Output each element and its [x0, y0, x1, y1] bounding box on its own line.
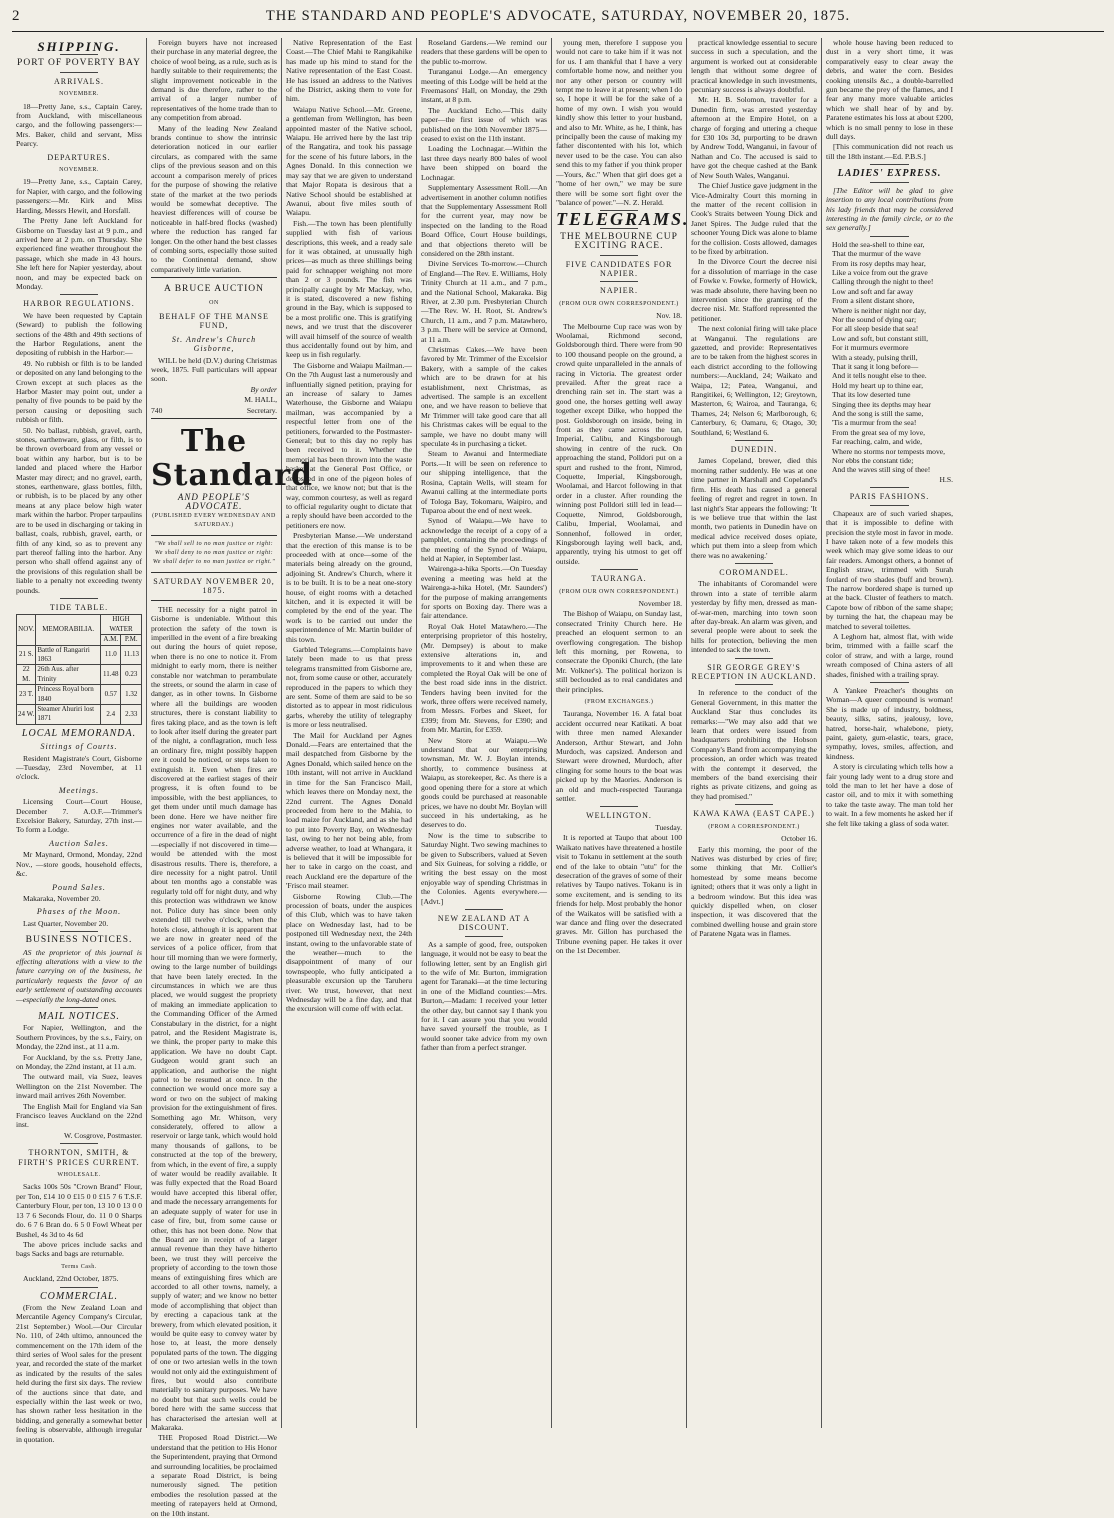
napier-from: (FROM OUR OWN CORRESPONDENT.)	[559, 300, 679, 307]
poem-signature: H.S.	[939, 474, 953, 484]
article-text: whole house having been reduced to dust in a very short time, it was comparatively easy to clear away the debris, and water the corn. Besides cooking utensils &c., a double-barrelled gun became the prey of the flames, and I fear any many more valuable articles which we shall hear of by and by. Paratene estimates his loss at about £200, which is no small penny to lose in these dull days.	[826, 38, 953, 142]
terms: Terms Cash.	[61, 1263, 97, 1270]
article-text: Roseland Gardens.—We remind our readers that these gardens will be open to the public to-morrow.	[421, 38, 547, 66]
meetings-text: Licensing Court—Court House, December 7. A.O.F.—Trimmer's Excelsior Bakery, Saturday, 27th inst.—To form a Lodge.	[16, 797, 142, 835]
sittings-heading: Sittings of Courts.	[40, 742, 118, 752]
poem-line: With a steady, pulsing thrill,	[832, 352, 918, 362]
article-text: Many of the leading New Zealand brands continue to show the intrinsic deterioration noticed in our earlier circulars, as compared with the same clips of the previous season and on this account a comparison merely of prices for the purpose of showing the relative state of the market at the two periods would be somewhat deceptive. The heaviest differences will of course be noticeable in half-bred flocks (washed) where the reduction has ranged far longer. On the other hand the best classes of combing sorts, especially those suited to the Continental demand, show comparatively little variation.	[151, 123, 277, 274]
tide-table	[16, 614, 142, 724]
article-text: The inhabitants of Coromandel were thrown into a state of terrible alarm yesterday by fifty men, dressed as man-of-war-men, marching into town soon after day-break. An alarm was given, and several people were about to seek the hills for protection, believing the men intended to sack the town.	[691, 579, 817, 655]
article-text: Royal Oak Hotel Matawhero.—The enterprising proprietor of this hostelry, (Mr. Dempsey) is about to make extensive alterations in, and improvements to it and when these are completed the Royal Oak will be one of the best road side inns in the district. Tenders having been invited for the work, three offers were received namely, from Messrs. Forbes and Skeet, for £399; from Mr. Stevens, for £390; and from Mr. Martin, for £359.	[421, 621, 547, 735]
article-text: Supplementary Assessment Roll.—An advertisement in another column notifies that the Supplementary Assessment Roll for the current year, may now be inspected on the landing to the Road Board Office, Court House buildings, and that objections thereto will be considered on the 28th instant.	[421, 183, 547, 258]
arrival-text: 18—Pretty Jane, s.s., Captain Carey, from Auckland, with miscellaneous cargo, and the following passengers:—Mrs. Baker, child and servant, Miss Pearcy.	[16, 101, 142, 149]
poem-line: For it murmurs evermore	[832, 343, 909, 353]
advert-order: By order	[250, 384, 277, 394]
coromandel-heading: COROMANDEL.	[719, 567, 789, 577]
discount-heading: NEW ZEALAND AT A DISCOUNT.	[437, 913, 531, 933]
advert-title: A BRUCE AUCTION	[164, 284, 264, 295]
poem-line: And it tells nought else to thee.	[832, 371, 927, 381]
ladies-express-heading: LADIES' EXPRESS.	[837, 168, 942, 180]
article-text: Garbled Telegrams.—Complaints have lately been made to us that press telegrams transmitted from Gisborne are, not, from some cause or other, accurately reproduced in the papers to which they are sent. Some of them are said to be so distorted as to appear in most ridiculous garbs, whereby the utility of telegraphy is more or less neutralised.	[286, 645, 412, 730]
advertisement-text: Now is the time to subscribe to Saturday Night. Two sewing machines to be given to Subscribers, valued at Seven and Six Guineas, for solving a riddle, or writing the best essay on the most enjoyable way of spending Christmas in the Colonies. Agents everywhere.—[Advt.]	[421, 830, 547, 906]
mail-text: The outward mail, via Suez, leaves Wellington on the 21st November. The inward mail arrives 26th November.	[16, 1072, 142, 1101]
meetings-heading: Meetings.	[58, 785, 100, 795]
article-text: Steam to Awanui and Intermediate Ports.—It will be seen on reference to our shipping intelligence, that the Rosina, Captain Wells, will steam for Awanui calling at the intermediate ports of Tologa Bay, Tokomaru, Waipiro, and Tuparoa about the end of next week.	[421, 449, 547, 515]
tauranga-date: November 18.	[638, 598, 682, 608]
column-5	[552, 38, 690, 1428]
tide-heading: TIDE TABLE.	[49, 602, 109, 612]
column-7	[822, 38, 957, 1428]
poem-line: Hold my heart up to thine ear,	[832, 380, 924, 390]
candidates-heading: FIVE CANDIDATES FOR NAPIER.	[565, 259, 673, 278]
arrivals-heading: ARRIVALS.	[54, 76, 104, 86]
harbor-text: 50. No ballast, rubbish, gravel, earth, stones, earthenware, glass, or filth, is to be thrown overboard from any vessel or boat within any harbor, but is to be landed and placed where the Harbor Master may direct; and no gravel, earth, stones, earthenware, glass bottles, filth, or rubbish, is to be placed by any other means at any place below high water mark within the harbor. Proper tarpaulins are to be used in discharging or taking in ballast, coals, rubbish, gravel, earth, or filth of any kind, so as to prevent any part thereof falling into the harbor. Any person who shall offend against any of the provisions of this regulation shall be liable to a penalty not exceeding twenty pounds.	[16, 425, 142, 595]
harbor-text: 49. No rubbish or filth is to be landed or deposited on any land belonging to the Crown except at such places as the Harbor Master may point out, under a penalty of five pounds to be paid by the person causing or depositing such rubbish or filth.	[16, 358, 142, 425]
auction-heading: Auction Sales.	[49, 838, 109, 848]
wholesale-heading: WHOLESALE.	[57, 1172, 101, 1179]
columns	[12, 38, 1104, 1518]
column-6	[687, 38, 822, 1428]
paris-fashions-heading: PARIS FASHIONS.	[849, 492, 930, 502]
poem-line: And the song is still the same,	[832, 409, 924, 419]
article-text: Presbyterian Manse.—We understand that the erection of this manse is to be proceeded with at once—some of the materials being already on the ground, adjoining St. Andrew's Church, where it is to be built. It is to be a neat one-story house, of eight rooms with a detached kitchen, and it is expected it will be completed by the end of the year. The work is to be carried out under the superintendence of Mr. Martin builder of this town.	[286, 531, 412, 644]
departures-heading: DEPARTURES.	[47, 152, 111, 162]
tauranga-from: (FROM OUR OWN CORRESPONDENT.)	[559, 588, 679, 595]
article-text: James Copeland, brewer, died this morning rather suddenly. He was at one time partner in Marshall and Copeland's firm. His death has caused a general feeling of regret and regret in town. In last night's Star appears the following: 'It is we believe true that within the last month, two patients in Dunedin have on medical advice received doses opiate, which put them into a sleep from which there was no awakening.'	[691, 456, 817, 560]
editorial-text: THE necessity for a night patrol in Gisborne is undeniable. Without this protection the safety of the town is imperilled in the event of a fire breaking out during the hours of quiet repose, when there is no one to notice it. From midnight to early morn, there is neither constable nor watchman to perambulate the streets, or sound the alarm in case of danger, as in other towns. In Gisborne where all the buildings are wooden structures, there is constant liability to fires taking place, and as the town is left to look after itself during the greater part of the night, a conflagration, much less an ordinary fire, might possibly happen ere it could be noticed, or steps taken to extinguish it. Even when fires are discovered at the earliest stages of their progress, it is often found to be impossible, with the best appliances, to get them under until much damage has been done. Here we have neither fire engines nor water available, and the occurrence of a fire in the dead of night—especially if not discovered in time—would be attended with the most disastrous results. There is, therefore, a dire necessity for a night patrol. Until about ten months ago a constable was regularly told off for night duty, and why this protection was withdrawn we know not. Police duty has since been only extended till twelve o'clock, when the hotels close, although it is apparent that we are now in greater need of the services of a police officer, from that hour till morning than we were formerly, owing to the large number of buildings that have been lately erected. In the circumstances in which we are thus placed, we would suggest the propriety of making an immediate application to the Commanding Officer of the Armed Constabulary in the district, for a night patrol, and the Resident Magistrate is, we think, the proper party to make this application. We have no doubt Capt. Gudgeon would grant such an application, and authorise the night patrol to be resumed at once. In the connection we would once more say a word or two on the subject of making provision for the extinguishment of fires. Something ago Mr. Whitson, very considerately, offered to allow a reservoir or large tank, which would hold many thousands of gallons, to be constructed at the top of the brewery, from which, in the event of fire, a supply of water would be readily available. It was fully expected that the Road Board would have accepted this liberal offer, and made the necessary arrangements for an adequate supply of water for use in case of fire, but, from some cause or other, this has not been done. Now that the Board are in receipt of a larger annual revenue than they have hitherto been, we trust they will perceive the propriety of according to the town those means of extinguishing fires which are accorded to all other towns, namely, a supply of water; and we know no better mode of accomplishing that object than by erecting a capacious tank at the brewery, from which elevated position, it would be quite easy to convey water by hose to, at least, the more densely populated parts of the town. The digging of one or two artesian wells in the town would not only aid the extinguishment of fires, but would also contribute materially to sanitary purposes. We have no doubt but that such wells could be bored here with the same success that has characterised the artesian well at Makaraka.	[151, 604, 277, 1433]
pound-heading: Pound Sales.	[52, 882, 106, 892]
motto-line: We shall deny to no man justice or right:	[154, 550, 274, 557]
prices-heading: THORNTON, SMITH, & FIRTH'S PRICES CURRENT.	[18, 1148, 140, 1167]
column-4	[417, 38, 552, 1428]
table-row: 24 W. Steamer Ahuriri lost 1871 2.4 2.33	[17, 705, 142, 725]
poem-line: Like a voice from out the grave	[832, 267, 928, 277]
article-text: The Mail for Auckland per Agnes Donald.—Fears are entertained that the mail despatched from Gisborne by the Agnes Donald, which sailed hence on the 10th instant, will not arrive in Auckland in time for the San Francisco Mail, which leaves there on Monday next, the 22nd current. The Agnes Donald proceeded from here to the Mahia, to load maize for Auckland, and as she had to put into Poverty Bay, on Wednesday last, owing to her not being able, from adverse weather, to load at Whangara, it is believed that it will be impossible for her to take in cargo on the coast, and reach Auckland ere the departure of the 'Frisco mail steamer.	[286, 730, 412, 891]
poem-line: From a silent distant shore,	[832, 296, 915, 306]
article-text: The Gisborne and Waiapu Mailman.—On the 7th August last a numerously and influentially signed petition, praying for an increase of salary to James Waterhouse, the Gisborne and Waiapu mailman, was accompanied by a respectful letter from one of the petitioners, forwarded to the Postmaster-General; but to this day no reply has been received to it. Whether the memorial has been thrown into the waste basket at the General Post Office, or deposited in one of the pigeon holes of that office, we know not; but that is the way, common courtesy, as well as regard to official regularity ought to dictate that a reply should have been accorded to the petitioners ere now.	[286, 360, 412, 530]
article-text: Native Representation of the East Coast.—The Chief Mahi te Rangikahike has made up his mind to stand for the Native representation of the East Coast. He has issued an address to the Natives of the District, asking them to vote for him.	[286, 38, 412, 104]
table-row: 22 M. 26th Aus. after Trinity 11.48 0.23	[17, 665, 142, 685]
commercial-heading: COMMERCIAL.	[40, 1290, 118, 1302]
tide-header: P.M.	[121, 635, 142, 645]
poem	[826, 240, 953, 475]
kawa-kawa-heading: KAWA KAWA (EAST CAPE.)	[693, 809, 815, 819]
poem-line: From its rosy depths may hear,	[832, 258, 926, 268]
business-heading: BUSINESS NOTICES.	[25, 935, 133, 946]
masthead-subtitle: AND PEOPLE'S ADVOCATE.	[177, 492, 251, 512]
poem-line: Hold the sea-shell to thine ear,	[832, 239, 925, 249]
page-header	[12, 8, 1104, 32]
article-text: In the Divorce Court the decree nisi for a dissolution of marriage in the case of Fowke v. Fowke, formerly of Howick, was made absolute, there having been no intervention since the granting of the decree nisi. Mr. Stafford represented the petitioner.	[691, 257, 817, 323]
sittings-text: Resident Magistrate's Court, Gisborne—Tuesday, 23rd November, at 11 o'clock.	[16, 753, 142, 782]
dunedin-heading: DUNEDIN.	[730, 445, 778, 455]
poem-line: Where no storms nor tempests move,	[832, 446, 946, 456]
mail-signature: W. Cosgrove, Postmaster.	[64, 1130, 142, 1140]
advert-secretary: Secretary.	[246, 405, 277, 415]
column-1	[12, 38, 147, 1444]
kawa-from: (FROM A CORRESPONDENT.)	[708, 823, 800, 830]
auction-text: Mr Maynard, Ormond, Monday, 22nd Nov., —store goods, household effects, &c.	[16, 850, 142, 879]
poem-line: Where is neither night nor day,	[832, 305, 926, 315]
article-text: Christmas Cakes.—We have been favored by Mr. Trimmer of the Excelsior Bakery, with a sample of the cakes which are to be drawn for at his establishment, next Christmas, as advertised. The sample is an excellent one, and we have reason to believe that Mr Trimmer will take good care that all his Christmas cakes will be equal to the sample, we have no doubt many will speculate 4s in purchasing a ticket.	[421, 345, 547, 449]
harbor-text: We have been requested by Captain (Seward) to publish the following sections of the 48th and 49th sections of the Harbor Regulations, anent the depositing of rubbish in the Harbor:—	[16, 310, 142, 358]
article-text: The next colonial firing will take place at Wanganui. The regulations are gazetted, and provide: Representatives are to be taken from the highest scores in each district according to the following numbers:—Auckland, 24; Waikato and Waipa, 12; Patea, Wanganui, and Rangitikei, 6; Wellington, 12; Greytown, Masterton, 6; Wairoa, and Tauranga, 6; Thames, 24; Nelson 6; Marlborough, 6; Canterbury, 6; Oamaru, 6; Otago, 30; Southland, 6; Westland 6.	[691, 324, 817, 437]
article-text: New Store at Waiapu.—We understand that our enterprising townsman, Mr. W. J. Boylan intends, shortly, to commence business at Waiapu, as storekeeper, &c. As there is a good opening there for a store at which goods could be purchased at reasonable prices, we have no doubt Mr. Boylan will succeed in his undertaking, as he deserves to do.	[421, 735, 547, 830]
article-text: A story is circulating which tells how a fair young lady went to a drug store and told the man to let her have a dose of castor oil, and to mix it with something to take the taste away. The man told her to wait. In a few moments he asked her if she felt like taking a glass of soda water.	[826, 762, 953, 828]
tide-header: MEMORABILIA.	[36, 615, 101, 645]
telegrams-heading: TELEGRAMS.	[556, 209, 690, 230]
tauranga-heading: TAURANGA.	[591, 574, 647, 584]
article-text: Divine Services To-morrow.—Church of England—The Rev. E. Williams, Holy Trinity Church at 11 a.m., and 7 p.m., and the National School, Makaraka. Big River, at 2.30 p.m. Presbyterian Church—The Rev. W. H. Root, St. Andrew's Church, 11 a.m., and 7 p.m. Matawhero, 3 p.m. There will be service at Ormond, at 11 a.m.	[421, 259, 547, 344]
shipping-note: The Pretty Jane left Auckland for Gisborne on Tuesday last at 9 p.m., and arrived here at 2 p.m. on Thursday. She experienced fine weather throughout the passage, which she made in 43 hours. She left here for Napier yesterday, about noon, and may be expected back on Monday.	[16, 216, 142, 291]
tide-header: NOV.	[17, 615, 36, 645]
local-memoranda-heading: LOCAL MEMORANDA.	[21, 727, 137, 739]
article-text: practical knowledge essential to secure success in such a speculation, and the argument is worked out at considerable length that without some degree of practical knowledge in such investments, pecuniary success is always doubtful.	[691, 38, 817, 95]
advert-church: St. Andrew's Church Gisborne,	[171, 334, 257, 354]
advert-behalf: BEHALF OF THE MANSE FUND,	[159, 311, 269, 331]
editor-note: [This communication did not reach us till the 18th instant.—Ed. P.B.S.]	[826, 142, 953, 161]
article-text: Early this morning, the poor of the Natives was disturbed by cries of fire; some thinking that Mr. Collier's homestead by some means become ignited; others that it was only a light in a bedroom window. But this idea was quickly dispelled when, on closer inspection, it was discovered that the combined dwelling house and grain store of Paratene Ngata was in flames.	[691, 844, 817, 939]
poem-line: Far reaching, calm, and wide,	[832, 437, 923, 447]
advert-on: ON	[209, 299, 219, 306]
column-2	[147, 38, 313, 1518]
poem-line: Calling through the night to thee!	[832, 277, 934, 287]
shipping-heading: SHIPPING.	[37, 39, 121, 54]
article-text: The Chief Justice gave judgment in the Vice-Admiralty Court this morning in the matter of the recent collision in Cook's Straits between Young Dick and Janet Spires. The Judge ruled that the schooner Young Dick was alone to blame for the collision. Costs allowed, damages to be fixed by arbitration.	[691, 181, 817, 256]
article-text: A Leghorn hat, almost flat, with wide brim, trimmed with a faille scarf the color of straw, and with a large, round wreath composed of China asters of all shades, finished with a trailing spray.	[826, 631, 953, 679]
article-text: Chapeaux are of such varied shapes, that it is impossible to define with precision the style most in favor in mode. I have taken note of a few models this week which may give some ideas to our fair readers. Amongst others, a bonnet of English straw, trimmed with Surah foulard of two shades (buff and brown). The narrow bordered shape is turned up at the back. Cluster of feathers to match. Capote bow of ribbon of the same shape; by turning the hat, the chapeau may be matched to several toilettes.	[826, 508, 953, 631]
poem-line: That the murmur of the wave	[832, 249, 921, 259]
commercial-text: (From the New Zealand Loan and Mercantile Agency Company's Circular, 21st September.) Wool.—Our Circular No. 110, of 24th ultimo, announced the commencement on the 17th idem of the third series of Wool sales for the present year, and recorded the state of the market as indicated by the results of the sales held during the first six days. The review of the auctions since that date, and especially within the last week or two, has shown rather less hesitation in the bidding, and generally a somewhat better feeling is observable, although irregular in quotation.	[16, 1302, 142, 1444]
poem-line: Nor ebbs the constant tide;	[832, 456, 914, 466]
poem-line: 'Tis a murmur from the sea!	[832, 418, 917, 428]
poem-line: For all sleep beside that sea!	[832, 324, 919, 334]
advert-signature: M. HALL,	[244, 395, 277, 405]
prices-date: Auckland, 22nd October, 1875.	[23, 1274, 119, 1284]
advert-text: WILL be held (D.V.) during Christmas week, 1875. Full particulars will appear soon.	[151, 355, 277, 384]
masthead-title: The Standard	[151, 424, 313, 494]
table-row: 21 S. Battle of Rangariri 1863 11.0 11.13	[17, 645, 142, 665]
newspaper-masthead	[151, 424, 313, 601]
poem-line: Singing thee its depths may hear	[832, 399, 931, 409]
poem-line: That its low deserted tune	[832, 390, 911, 400]
prices-note: The above prices include sacks and bags Sacks and bags are returnable.	[16, 1239, 142, 1259]
article-text: Turanganui Lodge.—An emergency meeting of this Lodge will be held at the Freemasons' Hall, on Monday, the 29th instant, at 8 p.m.	[421, 67, 547, 105]
article-text: Wairenga-a-hika Sports.—On Tuesday evening a meeting was held at the Wairenga-a-hika Hotel, (Mr. Saunders') for the purpose of making arrangements for sports on Boxing day. There was a fair attendance.	[421, 564, 547, 621]
date-line: SATURDAY NOVEMBER 20, 1875.	[153, 576, 275, 596]
article-text: The Auckland Echo.—This daily paper—the first issue of which was published on the 10th November 1875—ceased to exist on the 11th instant.	[421, 105, 547, 144]
article-text: Loading the Lochnagar.—Within the last three days nearly 800 bales of wool have been shipped on board the Lochnagar.	[421, 144, 547, 182]
page-number: 2	[12, 8, 20, 24]
motto-line: We shall defer to no man justice or right."	[152, 559, 276, 566]
table-row: 23 T. Princess Royal born 1840 0.57 1.32	[17, 685, 142, 705]
poem-line: And the waves still sing of thee!	[832, 465, 931, 475]
phases-text: Last Quarter, November 20.	[23, 918, 109, 928]
article-text: Synod of Waiapu.—We have to acknowledge the receipt of a copy of a pamphlet, containing the proceedings of the meeting of the Synod of Waiapu, held at Napier, in September last.	[421, 516, 547, 563]
mail-text: For Napier, Wellington, and the Southern Provinces, by the s.s., Fairy, on Monday, the 22nd inst., at 11 a.m.	[16, 1023, 142, 1052]
business-text: AS the proprietor of this journal is effecting alterations with a view to the future carrying on of the business, he particularly requests the favor of an early settlement of outstanding accounts—especially the long-dated ones.	[16, 947, 142, 1004]
article-text: The Melbourne Cup race was won by Woolamai, Richmond second, Goldsborough third. There were from 90 to 100 thousand people on the ground, a crowd quite unparalleled in the annals of racing in Victoria. The greatest order prevailed. After the great race a drenching rain set in. The start was a good one, the horses getting well away together except Dilke, who hopped the post. Goldsborough on inside, being in front as they came across the tan, Imperial, Calibu, and Kingsborough showing in centre of the ruck. On approaching the stand, Polldori put on a spurt and rushed to the front, Nimrod, Coquette, Imperial, Kingsborough, Woolamai, and Harcot following in that order in a cluster. After rounding the winning post Polldori still led in lead—Coquette, Nimrod, Goldsborough, Calibu, Imperial, Woolamai, and Sonnenhof, followed in order, Kingsborough laying well back, and, apparently, trying his utmost to get off outside.	[556, 321, 682, 566]
column-3	[282, 38, 417, 1428]
article-text: It is reported at Taupo that about 100 Waikato natives have threatened a hostile visit to Tokanu in settlement at the south end of the lake to obtain "utu" for the desecration of the graves of some of their relatives by Taupo natives. Tokanu is in some excitement, and is sending to its friends for help. Most probably the honor of the Waikatos will be satisfied with a war dance and fling over the desecrated graves. Mr. Gillon has purchased the Tribune evening paper. He takes it over on the 1st December.	[556, 833, 682, 956]
kawa-date: October 16.	[781, 834, 817, 844]
poem-line: Low and soft and far away	[832, 286, 914, 296]
article-text: A Yankee Preacher's thoughts on Woman—A queer compound is woman! She is made up of industry, boldness, beauty, silks, satins, jealousy, love, hatred, horse-hair, whalebone, piety, paint, gaiety, gum-elastic, tears, grace, sympathy, loves, smiles, affection, and kindness.	[826, 686, 953, 761]
departure-text: 19—Pretty Jane, s.s., Captain Carey, for Napier, with cargo, and the following passengers:—Mr. Kirk and Miss Harding, Messrs Hewit, and Horsfall.	[16, 177, 142, 215]
article-text: Mr. H. B. Solomon, traveller for a Dunedin firm, was arrested yesterday afternoon at the Empire Hotel, on a charge of forging and uttering a cheque for £30 10s 3d, purporting to be drawn by Andrew Todd, Wanganui, in favour of Nathan and Co. The accused is said to have got the cheque cashed at the Bank of New South Wales, Wanganui.	[691, 95, 817, 180]
article-text: Foreign buyers have not increased their purchase in any material degree, the choice of wool being, as a rule, such as is hardly suitable to their requirements; the slight improvement noticeable in the demand is due therefore, rather to the arrival of a larger number of representatives of the home trade than to any competition from abroad.	[151, 38, 277, 123]
departures-month: NOVEMBER.	[59, 167, 99, 174]
article-text: Waiapu Native School.—Mr. Greene, a gentleman from Wellington, has been appointed master of the Native school, Waiapu. He arrived here by the last trip of the Rangatira, and took his passage for the scene of his future labors, in the Agnes Donald. In this connection we may say that we are given to understand that Major Ropata is desirous that a Native School should be established at Awanui, about five miles south of Waiapu.	[286, 104, 412, 218]
napier-heading: NAPIER.	[600, 286, 638, 296]
page-title: THE STANDARD AND PEOPLE'S ADVOCATE, SATURDAY, NOVEMBER 20, 1875.	[265, 8, 851, 24]
pound-text: Makaraka, November 20.	[23, 893, 101, 903]
phases-heading: Phases of the Moon.	[36, 907, 122, 917]
article-text: In reference to the conduct of the General Government, in this matter the Auckland Star thus concludes its remarks:—"We may also add that we learn that orders were issued from headquarters prohibiting the Hobson Company's Band from accompanying the procession, an order which was treated with the contempt it deserved, the members of the band exercising their rights as private citizens, and going as they had promised."	[691, 688, 817, 801]
article-text: As a sample of good, free, outspoken language, it would not be easy to beat the following letter, sent by an English girl to the wife of Mr. Burton, immigration agent for Taranaki—at the time lecturing in one of the Midland counties:—Mrs. Burton,—Madam: I received your letter the other day, but cannot say I thank you for it. I can assure you that you would have saved yourself the trouble, as I would sooner take advice from my own father than from a perfect stranger.	[421, 939, 547, 1053]
article-text: Fish.—The town has been plentifully supplied with fish of various descriptions, this week, and a ready sale for it was obtained, at unusually high prices—as much as three shillings being paid for schnapper weighing not more than 2 or 3 pounds. The fish was principally caught by Mr Mackay, who, it is stated, discovered a new fishing ground in the Bay, which is supposed to be a most prolific one. This is gratifying news, and we trust that the discoverer will avail himself of the source of wealth thus accidentally found out by him, and keep us in fish regularly.	[286, 218, 412, 360]
tide-header: HIGH WATER	[100, 615, 141, 635]
advert-number: 740	[151, 405, 163, 415]
bruce-auction-advert	[151, 277, 277, 419]
exchanges-label: (FROM EXCHANGES.)	[584, 699, 654, 705]
prices-text: Sacks 100s 50s "Crown Brand" Flour, per Ton, £14 10 0 £15 0 0 £15 7 6 T.S.F. Canterbury Flour, per ton, 13 10 0 13 0 0 13 7 6 Seconds Flour, do. 11 0 0 Sharps do. 6 7 6 Bran do. 6 5 0 Fowl Wheat per Bushel, 4s 3d to 4s 6d	[16, 1182, 142, 1239]
grey-reception-heading: SIR GEORGE GREY'S RECEPTION IN AUCKLAND.	[691, 662, 817, 681]
harbor-heading: HARBOR REGULATIONS.	[23, 299, 135, 309]
mail-text: The English Mail for England via San Francisco leaves Auckland on the 22nd inst.	[16, 1101, 142, 1130]
arrivals-month: NOVEMBER.	[59, 91, 99, 98]
article-text: young men, therefore I suppose you would not care to take him if it was not for us. I am thankful that I have a very comfortable home now, and neither you nor any other person or country will tempt me to leave it at present; when I do so, I hope it will be for the sake of a home of my own. I wish you would kindly show this letter to your husband, and also to Mr. White, as he, I think, has principally been the cause of making my father discontented with his lot, which never used to be the case. You can also send this to my father if you think proper—Yours, &c." When that girl does get a "home of her own," we may be sure there will be some sort fight over the "balance of power."—N. Z. Herald.	[556, 38, 682, 207]
melbourne-cup-heading: THE MELBOURNE CUP EXCITING RACE.	[560, 231, 678, 252]
tide-header: A.M.	[100, 635, 120, 645]
wellington-heading: WELLINGTON.	[586, 811, 652, 821]
article-text: The Bishop of Waiapu, on Sunday last, consecrated Trinity Church here. He preached an eloquent sermon to an overflowing congregation. The bishop left this morning, per Rowena, to consecrate the Oponiki Church, (the late Mr. Volkner's). The political horizon is still beclouded as to real candidates and their principles.	[556, 609, 682, 694]
article-text: THE Proposed Road District.—We understand that the petition to His Honor the Superintendent, praying that Ormond and surrounding localities, be proclaimed a separate Road District, is being numerously signed. The petition embodies the resolution passed at the meeting of ratepayers held at Ormond, on the 10th instant.	[151, 1433, 277, 1518]
masthead-publication: (PUBLISHED EVERY WEDNESDAY AND SATURDAY.)	[152, 512, 276, 529]
mail-text: For Auckland, by the s.s. Pretty Jane, on Monday, the 22nd instant, at 11 a.m.	[16, 1052, 142, 1071]
poem-line: Nor the sound of dying oar;	[832, 314, 917, 324]
napier-date: Nov. 18.	[656, 311, 682, 321]
article-text: Gisborne Rowing Club.—The procession of boats, under the auspices of this Club, which was to have taken place on Wednesday last, had to be postponed till Wednesday next, the 24th instant, owing to the unfavorable state of the weather—much to the disappointment of many of our townspeople, who fully anticipated a pleasurable excursion up the Taruheru river. We trust, however, that next Wednesday will be a fine day, and that the excursion will come off with eclat.	[286, 891, 412, 1014]
mail-heading: MAIL NOTICES.	[38, 1010, 120, 1022]
motto-line: "We shall sell to no man justice or right:	[154, 540, 274, 547]
poem-line: From the great sea of my love,	[832, 427, 925, 437]
port-heading: PORT OF POVERTY BAY	[17, 58, 141, 69]
article-text: Tauranga, November 16. A fatal boat accident occurred near Katikati. A boat with three men named Alexander Anderson, Arthur Stewart, and John Murdoch, was capsized. Anderson and Stewart were drowned, Murdoch, after clinging for some hours to the boat was picked up by the Maories. Anderson is an old and much-respected Tauranga settler.	[556, 709, 682, 804]
poem-line: Low and soft, but constant still,	[832, 333, 928, 343]
poem-line: That it sang it long before—	[832, 362, 919, 371]
ladies-note: [The Editor will be glad to give insertion to any local contributions from his lady friends that may be considered interesting in the family circle, or to the sex generally.]	[826, 185, 953, 233]
wellington-date: Tuesday.	[655, 822, 682, 832]
